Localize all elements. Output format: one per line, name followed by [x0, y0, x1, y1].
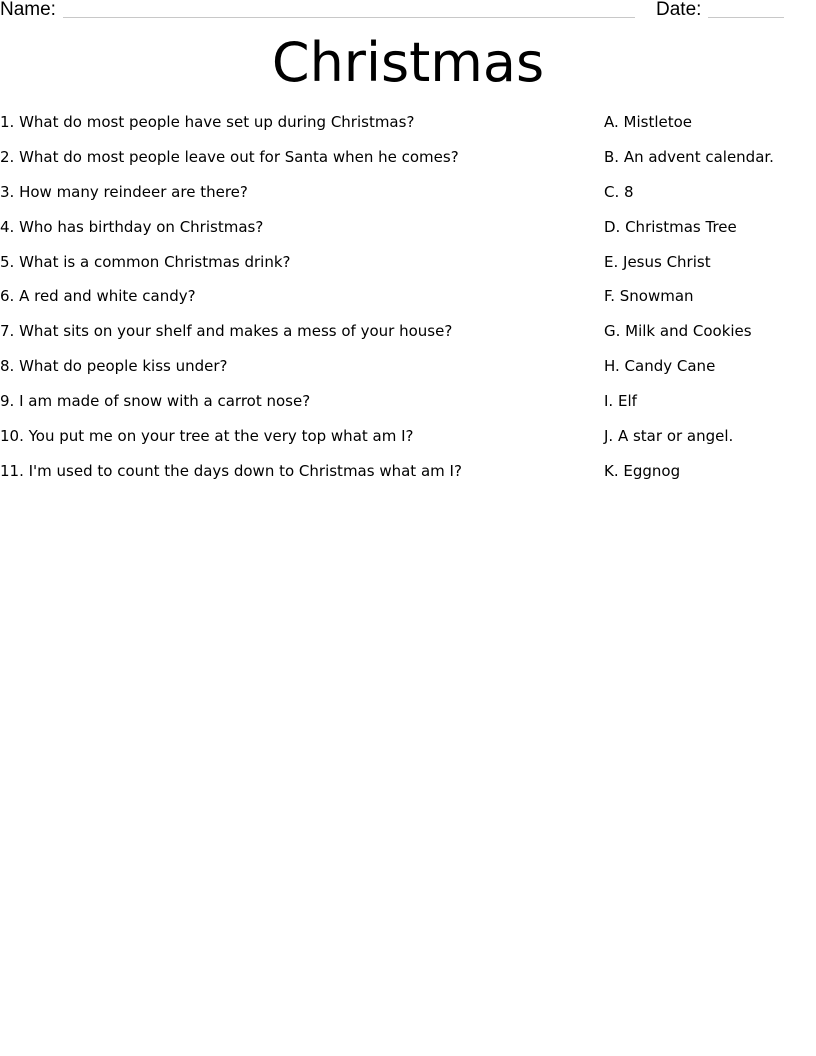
question-item: 3. How many reindeer are there?: [0, 182, 248, 201]
answer-list: [604, 112, 816, 496]
question-item: 2. What do most people leave out for Santa when he comes?: [0, 147, 459, 166]
question-item: 11. I'm used to count the days down to Christmas what am I?: [0, 461, 462, 480]
answer-item: G. Milk and Cookies: [604, 322, 752, 341]
answer-item: B. An advent calendar.: [604, 147, 774, 166]
answer-item: C. 8: [604, 182, 634, 201]
name-label: Name:: [0, 0, 56, 20]
question-item: 10. You put me on your tree at the very top what am I?: [0, 427, 414, 446]
answer-item: J. A star or angel.: [604, 427, 734, 446]
worksheet-header: [0, 0, 816, 24]
question-item: 9. I am made of snow with a carrot nose?: [0, 392, 311, 411]
name-field[interactable]: [63, 17, 635, 18]
answer-item: D. Christmas Tree: [604, 217, 737, 236]
question-list: [0, 112, 590, 496]
question-item: 6. A red and white candy?: [0, 287, 196, 306]
question-item: 1. What do most people have set up during Christmas?: [0, 113, 415, 131]
date-field[interactable]: [708, 17, 784, 18]
answer-item: A. Mistletoe: [604, 113, 693, 131]
answer-item: K. Eggnog: [604, 461, 681, 480]
question-item: 7. What sits on your shelf and makes a mess of your house?: [0, 322, 453, 341]
question-item: 5. What is a common Christmas drink?: [0, 252, 291, 271]
answer-item: H. Candy Cane: [604, 357, 716, 376]
answer-item: E. Jesus Christ: [604, 252, 711, 271]
date-label: Date:: [656, 0, 702, 20]
question-item: 4. Who has birthday on Christmas?: [0, 217, 264, 236]
answer-item: I. Elf: [604, 392, 637, 411]
question-item: 8. What do people kiss under?: [0, 357, 228, 376]
answer-item: F. Snowman: [604, 287, 694, 306]
page-title: Christmas: [271, 31, 545, 94]
